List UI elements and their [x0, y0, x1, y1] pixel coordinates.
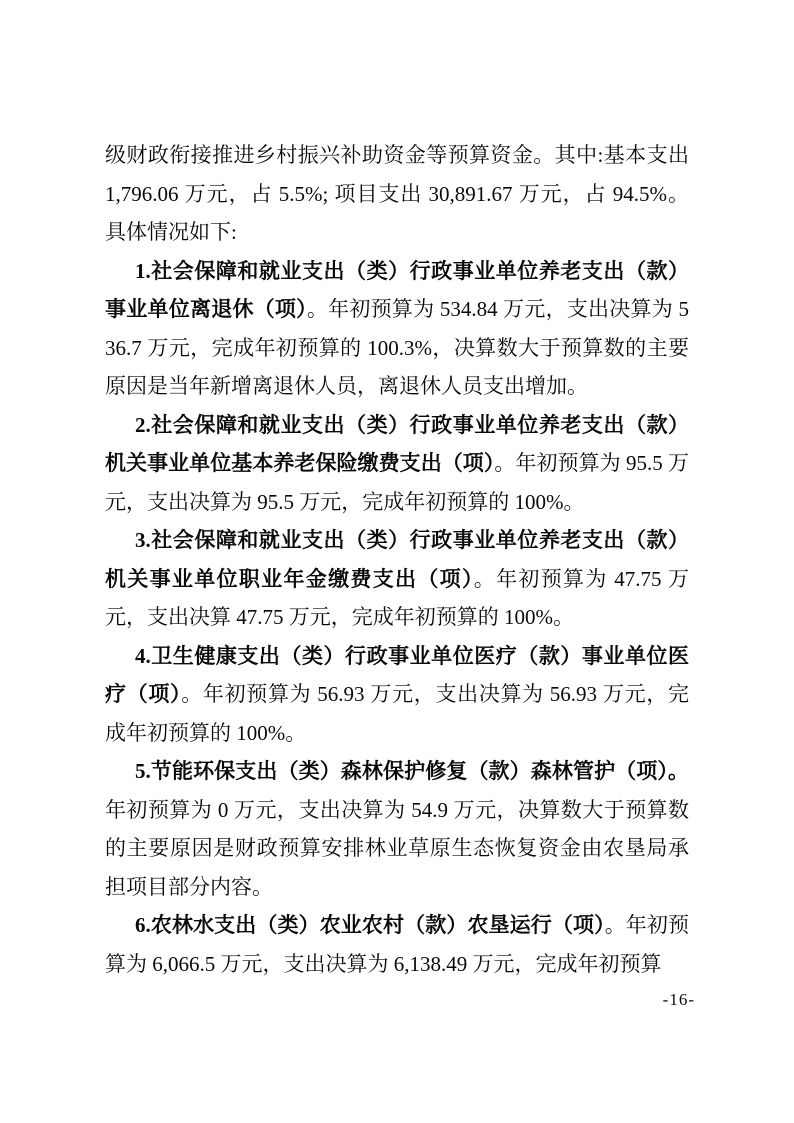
budget-item-5-paragraph [105, 752, 689, 906]
budget-item-2-paragraph [105, 406, 689, 522]
page-number: -16- [662, 990, 695, 1009]
item-6-heading: 6.农林水支出（类）农业农村（款）农垦运行（项） [135, 913, 605, 937]
item-5-text: 年初预算为 0 万元，支出决算为 54.9 万元，决算数大于预算数的主要原因是财政预算安排林业草原生态恢复资金由农垦局承担项目部分内容。 [105, 797, 689, 899]
budget-item-4-paragraph [105, 637, 689, 753]
item-3-text: 。年初预算为 47.75 万元，支出决算 47.75 万元，完成年初预算的 100%。 [105, 566, 690, 629]
budget-item-1-paragraph [105, 252, 689, 406]
paragraph-text: 级财政衔接推进乡村振兴补助资金等预算资金。其中:基本支出 1,796.06 万元，占 5.5%; 项目支出 30,891.67 万元，占 94.5%。具体情况如下: [105, 143, 689, 244]
item-1-heading: 1.社会保障和就业支出（类）行政事业单位养老支出（款）事业单位离退休（项） [105, 258, 689, 321]
item-4-text: 。年初预算为 56.93 万元，支出决算为 56.93 万元，完成年初预算的 100%。 [105, 682, 690, 745]
item-4-heading: 4.卫生健康支出（类）行政事业单位医疗（款）事业单位医疗（项） [105, 643, 689, 706]
item-6-text: 。年初预算为 6,066.5 万元，支出决算为 6,138.49 万元，完成年初预算 [105, 913, 690, 976]
item-1-text: 。年初预算为 534.84 万元，支出决算为 536.7 万元，完成年初预算的 100.3%，决算数大于预算数的主要原因是当年新增离退休人员，离退休人员支出增加。 [105, 297, 690, 398]
budget-item-6-paragraph [105, 906, 689, 983]
paragraph-continuation [105, 136, 689, 252]
item-3-heading: 3.社会保障和就业支出（类）行政事业单位养老支出（款）机关事业单位职业年金缴费支出（项） [105, 528, 689, 591]
item-2-text: 。年初预算为 95.5 万元，支出决算为 95.5 万元，完成年初预算的 100%。 [105, 451, 690, 514]
budget-item-3-paragraph [105, 521, 689, 637]
item-5-heading: 5.节能环保支出（类）森林保护修复（款）森林管护（项）。 [135, 759, 689, 783]
document-body [105, 136, 689, 983]
item-2-heading: 2.社会保障和就业支出（类）行政事业单位养老支出（款）机关事业单位基本养老保险缴费支出（项） [105, 412, 689, 475]
